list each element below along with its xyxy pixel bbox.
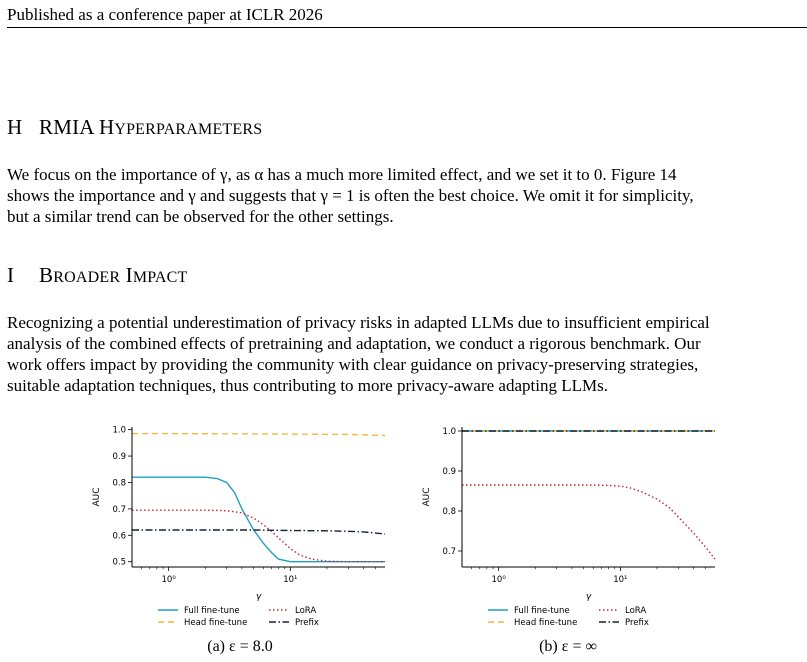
figure-caption-b: (b) ε = ∞: [539, 638, 597, 655]
paragraph-line: work offers impact by providing the community with clear guidance on privacy-preserving strategies,: [7, 355, 699, 374]
x-tick-label: 10¹: [613, 575, 628, 585]
legend-label: Full fine-tune: [514, 606, 570, 616]
legend-label: LoRA: [295, 606, 317, 616]
section-number: I: [7, 263, 15, 287]
y-tick-label: 1.0: [442, 427, 456, 437]
y-tick-label: 0.9: [442, 467, 456, 477]
paragraph-line: shows the importance and γ and suggests that γ = 1 is often the best choice. We omit it for simplicity,: [7, 186, 694, 205]
y-tick-label: 0.9: [112, 452, 126, 463]
section-paragraph: [7, 164, 803, 227]
section-heading-h: [7, 115, 262, 140]
section-heading-i: [7, 263, 188, 288]
x-axis-label: γ: [255, 592, 262, 602]
paragraph-line: analysis of the combined effects of pretraining and adaptation, we conduct a rigorous benchmark. Our: [7, 334, 701, 353]
paragraph-line: We focus on the importance of γ, as α has a much more limited effect, and we set it to 0. Figure 14: [7, 165, 677, 184]
legend-label: Prefix: [625, 618, 649, 628]
paragraph-line: suitable adaptation techniques, thus contributing to more privacy-aware adapting LLMs.: [7, 376, 608, 395]
y-tick-label: 0.7: [442, 547, 456, 557]
legend-label: LoRA: [625, 606, 647, 616]
figure-caption-a: (a) ε = 8.0: [207, 638, 273, 655]
chart-auc-eps-inf: [415, 415, 725, 630]
legend-label: Head fine-tune: [184, 618, 248, 628]
section-title: RMIA HYPERPARAMETERS: [39, 115, 263, 139]
paragraph-line: Recognizing a potential underestimation of privacy risks in adapted LLMs due to insufficient empirical: [7, 313, 710, 332]
legend-label: Full fine-tune: [184, 606, 240, 616]
series-line-lora: [462, 485, 715, 559]
section-title: BROADER IMPACT: [39, 263, 188, 287]
legend-label: Prefix: [295, 618, 319, 628]
header-rule: [7, 27, 807, 28]
x-axis-label: γ: [585, 592, 592, 602]
paragraph-line: but a similar trend can be observed for the other settings.: [7, 207, 394, 226]
y-tick-label: 0.5: [112, 557, 126, 568]
y-tick-label: 1.0: [112, 425, 126, 436]
section-paragraph: [7, 312, 803, 396]
y-tick-label: 0.7: [112, 504, 126, 515]
series-line-full-fine-tune: [132, 477, 385, 562]
series-line-prefix: [132, 530, 385, 534]
chart-auc-eps-8: [85, 415, 395, 630]
y-tick-label: 0.6: [112, 531, 126, 542]
running-header: Published as a conference paper at ICLR 2026: [7, 5, 323, 24]
y-axis-label: AUC: [422, 487, 432, 507]
series-line-head-fine-tune: [132, 434, 385, 436]
y-tick-label: 0.8: [112, 478, 126, 489]
legend-label: Head fine-tune: [514, 618, 578, 628]
x-tick-label: 10¹: [283, 575, 298, 585]
x-tick-label: 10⁰: [161, 575, 176, 585]
x-tick-label: 10⁰: [491, 575, 506, 585]
section-number: H: [7, 115, 23, 139]
y-tick-label: 0.8: [442, 507, 456, 517]
y-axis-label: AUC: [92, 487, 102, 507]
